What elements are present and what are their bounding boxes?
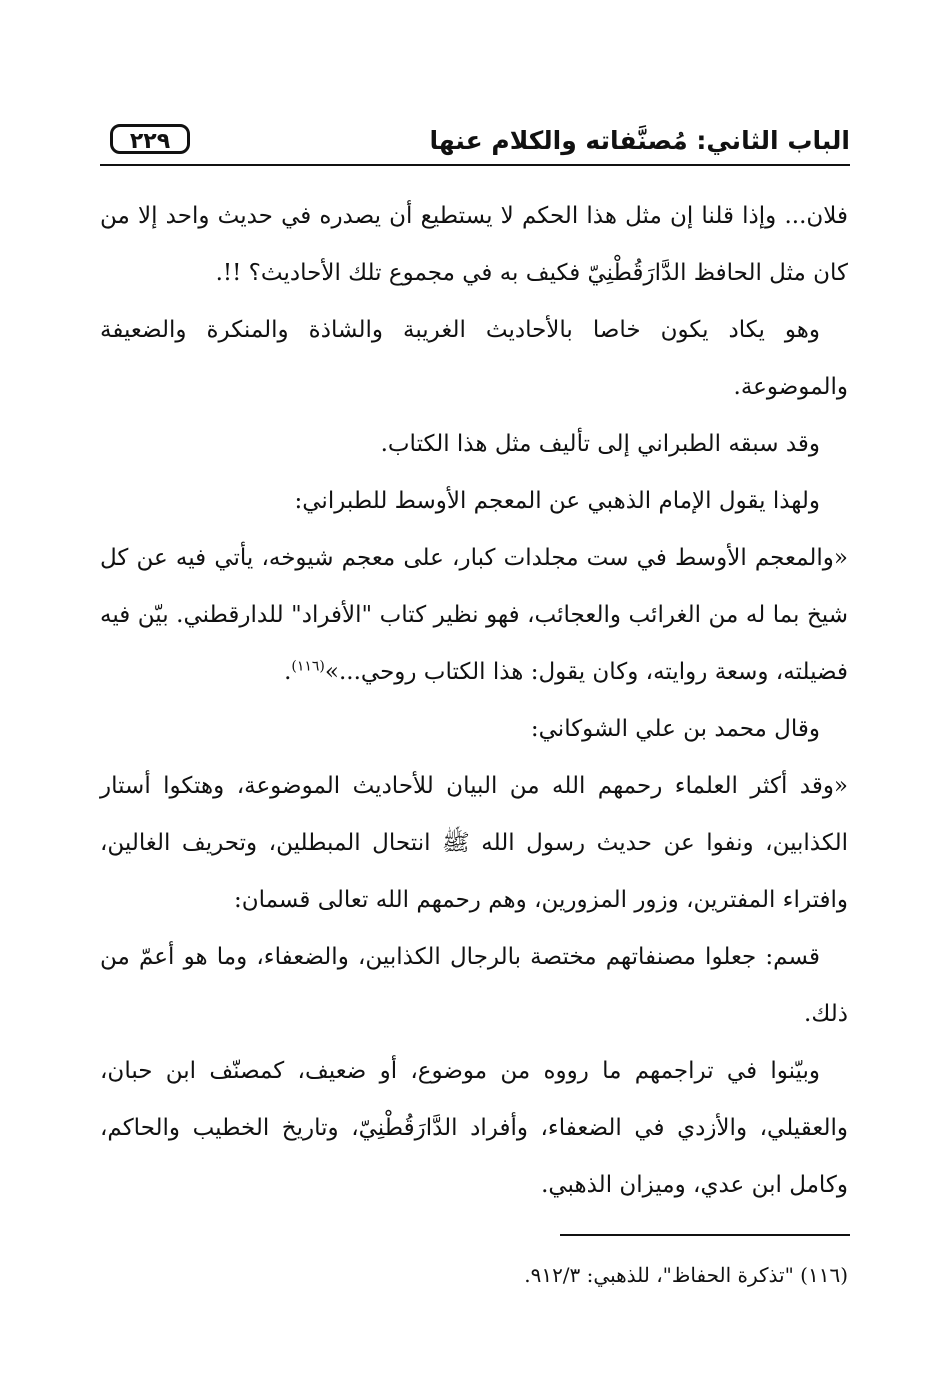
body-text xyxy=(100,188,848,1214)
paragraph-4: ولهذا يقول الإمام الذهبي عن المعجم الأوسط للطبراني: xyxy=(294,488,820,514)
paragraph-8: قسم: جعلوا مصنفاتهم مختصة بالرجال الكذابين، والضعفاء، وما هو أعمّ من ذلك. xyxy=(100,944,848,1027)
footnote-reference: (١١٦) xyxy=(291,658,325,675)
paragraph-2: وهو يكاد يكون خاصا بالأحاديث الغريبة والشاذة والمنكرة والضعيفة والموضوعة. xyxy=(100,317,848,400)
quote-1-end: . xyxy=(284,659,292,685)
page-number-box: ٢٢٩ xyxy=(110,124,190,154)
quote-1-text: «والمعجم الأوسط في ست مجلدات كبار، على معجم شيوخه، يأتي فيه عن كل شيخ بما له من الغرائب والعجائب، فهو نظير كتاب "الأفراد" للدارقطني. بيّن فيه فضيلته، وسعة روايته، وكان يقول: هذا الكتاب روحي...» xyxy=(100,545,848,685)
paragraph-1: فلان... وإذا قلنا إن مثل هذا الحكم لا يستطيع أن يصدره في حديث واحد إلا من كان مثل الحافظ الدَّارَقُطْنِيّ فكيف به في مجموع تلك الأحاديث؟ !!. xyxy=(100,203,848,286)
footnote: (١١٦) "تذكرة الحفاظ"، للذهبي: ٩١٢/٣. xyxy=(524,1263,848,1287)
header-rule xyxy=(100,164,850,166)
page-header xyxy=(100,120,850,162)
quote-paragraph-1 xyxy=(100,530,848,701)
running-title: الباب الثاني: مُصنَّفاته والكلام عنها xyxy=(429,126,850,155)
footnote-separator xyxy=(560,1234,850,1236)
paragraph-6: وقال محمد بن علي الشوكاني: xyxy=(530,716,820,742)
paragraph-3: وقد سبقه الطبراني إلى تأليف مثل هذا الكتاب. xyxy=(380,431,820,457)
paragraph-9: وبيّنوا في تراجمهم ما رووه من موضوع، أو ضعيف، كمصنّف ابن حبان، والعقيلي، والأزدي في الضعفاء، وأفراد الدَّارَقُطْنِيّ، وتاريخ الخطيب والحاكم، وكامل ابن عدي، وميزان الذهبي. xyxy=(100,1058,848,1198)
quote-paragraph-2: «وقد أكثر العلماء رحمهم الله من البيان للأحاديث الموضوعة، وهتكوا أستار الكذابين، ونفوا عن حديث رسول الله ﷺ انتحال المبطلين، وتحريف الغالين، وافتراء المفترين، وزور المزورين، وهم رحمهم الله تعالى قسمان: xyxy=(100,773,848,913)
